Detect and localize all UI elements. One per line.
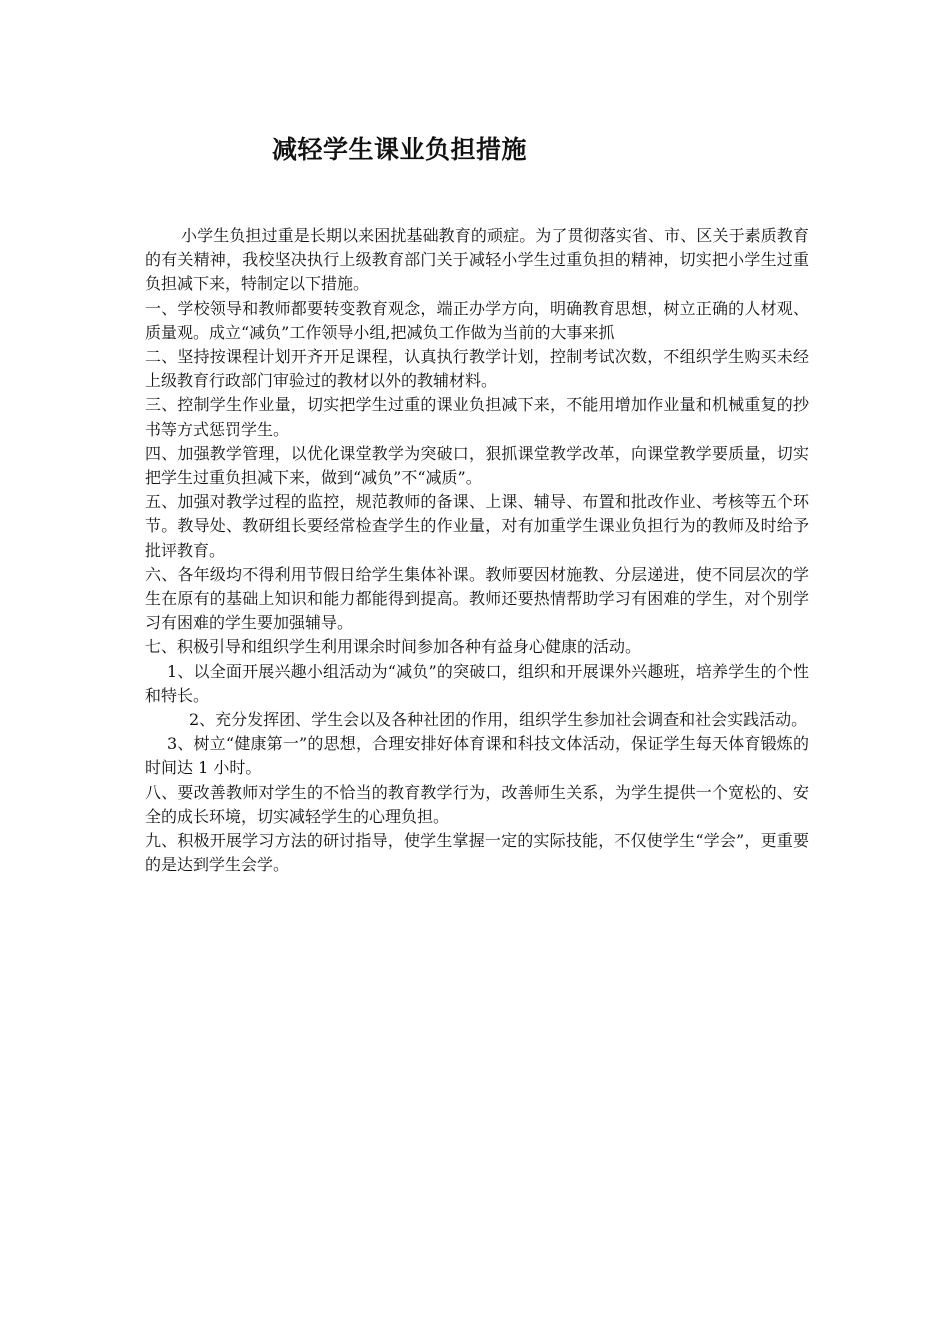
measure-item-5: 五、加强对教学过程的监控，规范教师的备课、上课、辅导、布置和批改作业、考核等五个环节。教导处、教研组长要经常检查学生的作业量，对有加重学生课业负担行为的教师及时给予批评教育。 bbox=[145, 492, 809, 560]
measure-item-2: 二、坚持按课程计划开齐开足课程，认真执行教学计划，控制考试次数，不组织学生购买未经上级教育行政部门审验过的教材以外的教辅材料。 bbox=[145, 347, 809, 391]
sub-item-1: 1、以全面开展兴趣小组活动为“减负”的突破口，组织和开展课外兴趣班，培养学生的个性和特长。 bbox=[145, 661, 809, 705]
intro-paragraph: 小学生负担过重是长期以来困扰基础教育的顽症。为了贯彻落实省、市、区关于素质教育的有关精神，我校坚决执行上级教育部门关于减轻小学生过重负担的精神，切实把小学生过重负担减下来，特制定以下措施。 bbox=[145, 226, 809, 294]
measure-item-3: 三、控制学生作业量，切实把学生过重的课业负担减下来，不能用增加作业量和机械重复的抄书等方式惩罚学生。 bbox=[145, 395, 809, 439]
document-body bbox=[145, 224, 809, 877]
document-title: 减轻学生课业负担措施 bbox=[272, 135, 528, 164]
sub-item-2: 2、充分发挥团、学生会以及各种社团的作用，组织学生参加社会调查和社会实践活动。 bbox=[189, 710, 808, 730]
measure-item-4: 四、加强教学管理，以优化课堂教学为突破口，狠抓课堂教学改革，向课堂教学要质量，切实把学生过重负担减下来，做到“减负”不“减质”。 bbox=[145, 443, 809, 488]
measure-item-1: 一、学校领导和教师都要转变教育观念，端正办学方向，明确教育思想，树立正确的人材观、质量观。成立“减负”工作领导小组,把减负工作做为当前的大事来抓 bbox=[145, 298, 809, 342]
measure-item-7: 七、积极引导和组织学生利用课余时间参加各种有益身心健康的活动。 bbox=[145, 637, 642, 657]
measure-item-6: 六、各年级均不得利用节假日给学生集体补课。教师要因材施教、分层递进，使不同层次的学生在原有的基础上知识和能力都能得到提高。教师还要热情帮助学习有困难的学生，对个别学习有困难的学生要加强辅导。 bbox=[145, 564, 809, 633]
measure-item-8: 八、要改善教师对学生的不恰当的教育教学行为，改善师生关系，为学生提供一个宽松的、安全的成长环境，切实减轻学生的心理负担。 bbox=[145, 782, 809, 826]
measure-item-9: 九、积极开展学习方法的研讨指导，使学生掌握一定的实际技能，不仅使学生“学会”，更重要的是达到学生会学。 bbox=[145, 831, 809, 875]
sub-item-3: 3、树立“健康第一”的思想，合理安排好体育课和科技文体活动，保证学生每天体育锻炼的时间达 1 小时。 bbox=[145, 734, 809, 778]
